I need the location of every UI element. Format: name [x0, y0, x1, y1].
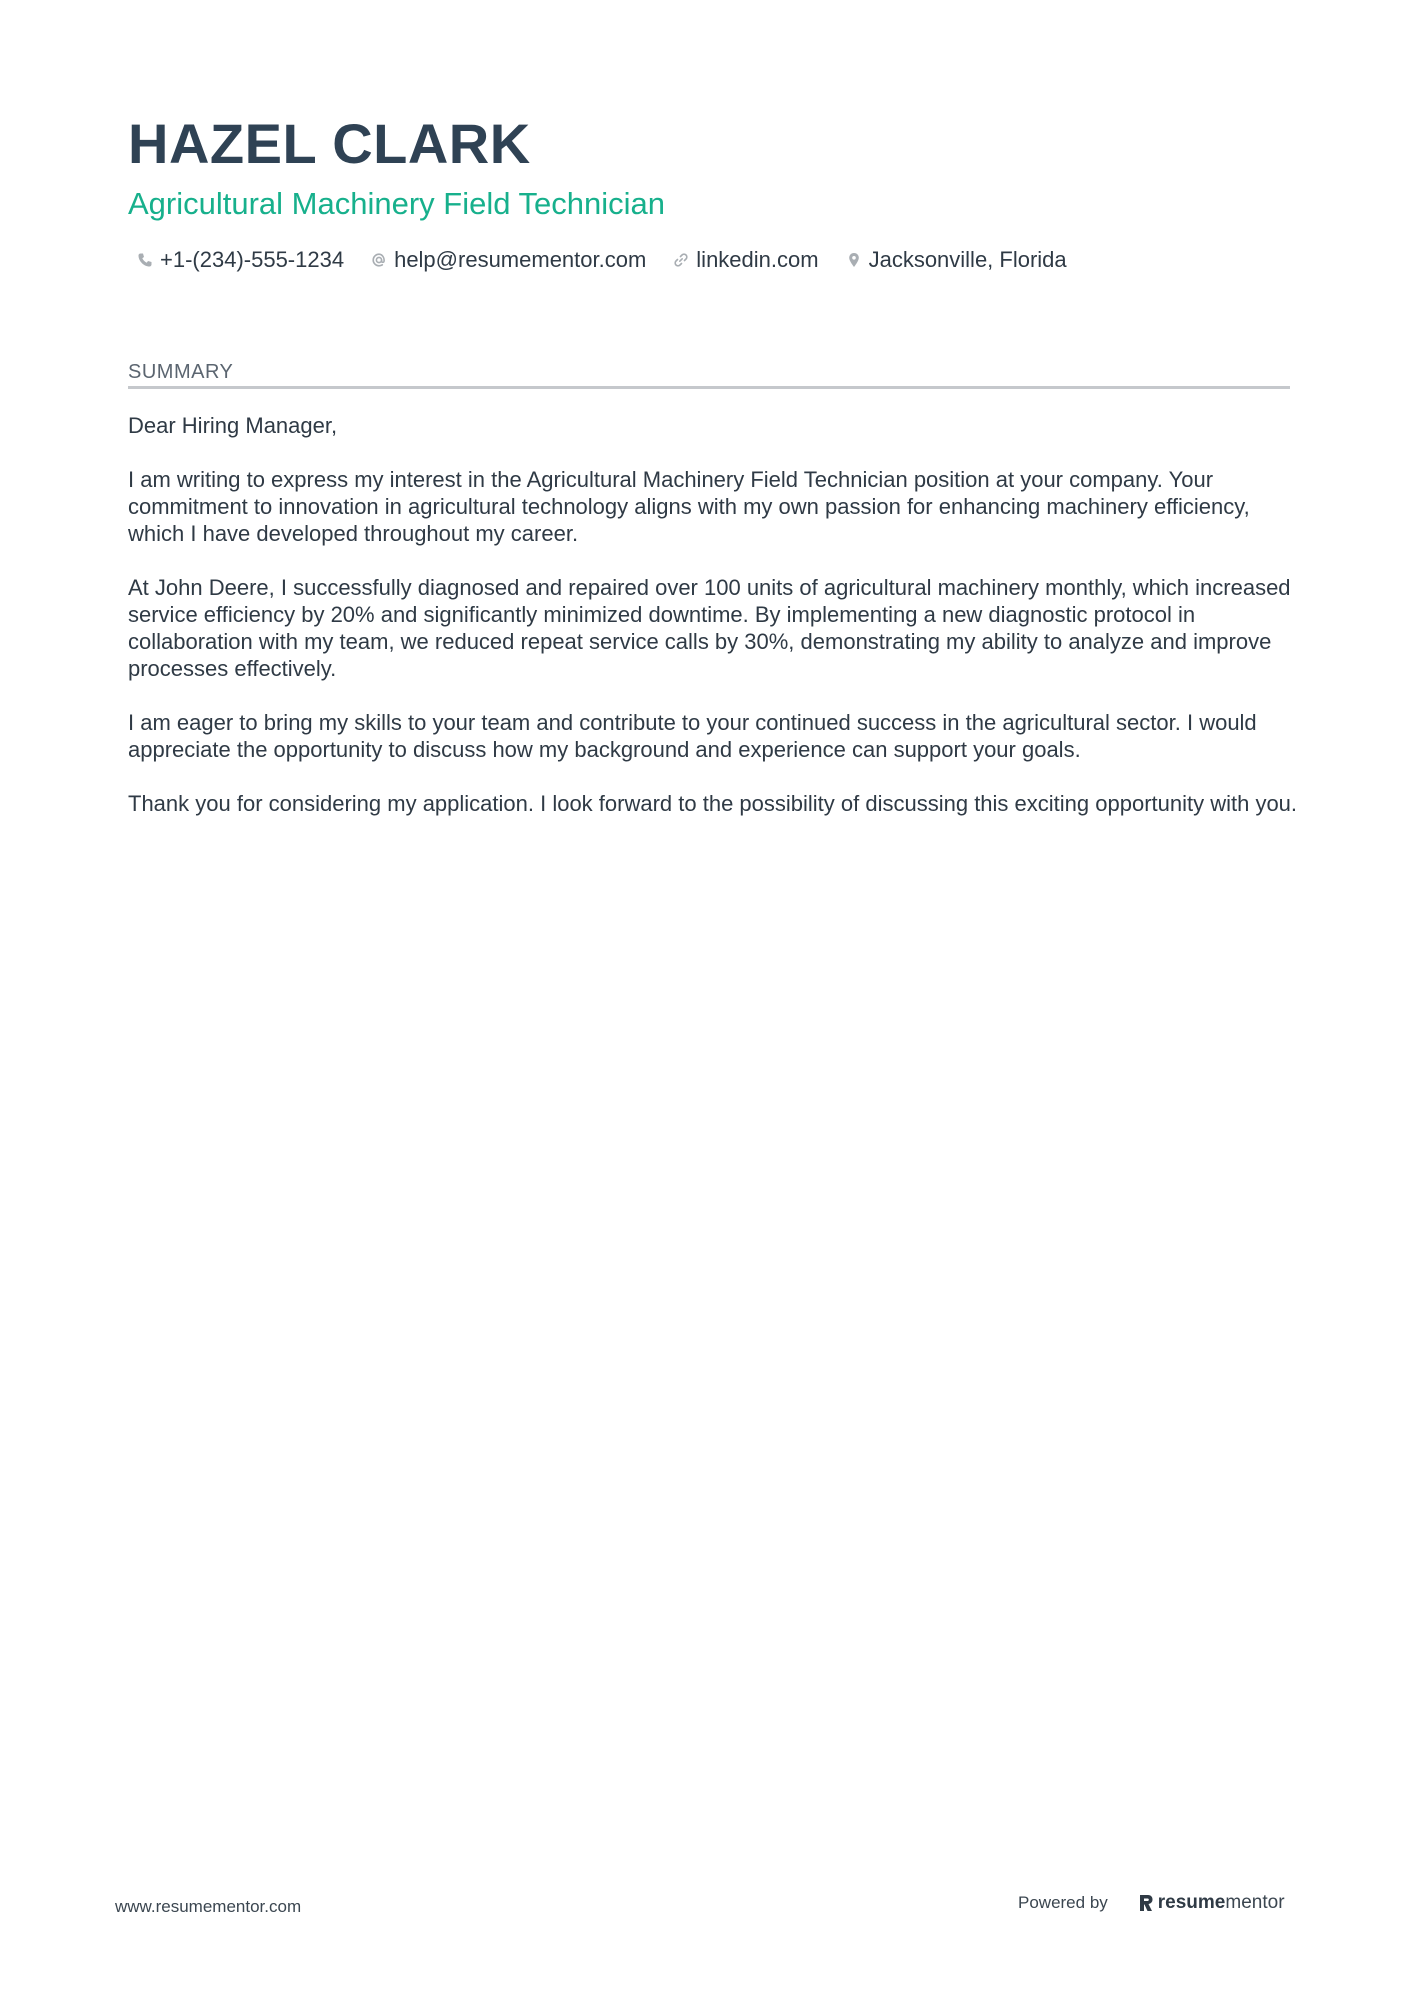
footer-website[interactable]: www.resumementor.com [115, 1897, 302, 1916]
resumementor-logo[interactable] [1138, 1891, 1285, 1915]
job-title: Agricultural Machinery Field Technician [128, 186, 666, 221]
at-icon [370, 251, 388, 269]
salutation: Dear Hiring Manager, [128, 413, 338, 438]
brand-name-light: mentor [1225, 1892, 1285, 1913]
contact-phone [136, 244, 344, 276]
paragraph-experience: At John Deere, I successfully diagnosed and repaired over 100 units of agricultural machinery monthly, which increased service efficiency by 20% and significantly minimized downtime. By implementing a new diagnostic protocol in collaboration with my team, we reduced repeat service calls by 30%, demonstrating my ability to analyze and improve processes effectively. [128, 575, 1291, 681]
contact-email-text[interactable]: help@resumementor.com [394, 247, 647, 272]
contact-location [845, 244, 1067, 276]
contact-phone-text[interactable]: +1-(234)-555-1234 [160, 247, 345, 272]
link-icon [672, 251, 690, 269]
phone-icon [136, 251, 154, 269]
contact-location-text: Jacksonville, Florida [868, 247, 1067, 272]
contact-linkedin [672, 244, 818, 276]
brand-name-bold: resume [1157, 1892, 1226, 1913]
location-pin-icon [845, 251, 863, 269]
paragraph-intro: I am writing to express my interest in the Agricultural Machinery Field Technician position at your company. Your commitment to innovation in agricultural technology aligns with my own passion for enhancing machinery efficiency, which I have developed throughout my career. [128, 467, 1250, 546]
section-divider [128, 386, 1290, 389]
paragraph-closing: Thank you for considering my application. I look forward to the possibility of discussing this exciting opportunity with you. [128, 791, 1298, 816]
paragraph-interest: I am eager to bring my skills to your team and contribute to your continued success in the agricultural sector. I would appreciate the opportunity to discuss how my background and experience can support your goals. [128, 710, 1257, 762]
contact-linkedin-text[interactable]: linkedin.com [696, 247, 819, 272]
contact-email [370, 244, 646, 276]
resumementor-logo-icon [1138, 1893, 1154, 1913]
contact-bar [136, 244, 1093, 276]
footer-branding [1018, 1891, 1285, 1915]
powered-by-label: Powered by [1018, 1893, 1108, 1912]
letter-body [128, 412, 1298, 844]
summary-heading: SUMMARY [128, 361, 234, 383]
candidate-name: HAZEL CLARK [128, 112, 531, 175]
